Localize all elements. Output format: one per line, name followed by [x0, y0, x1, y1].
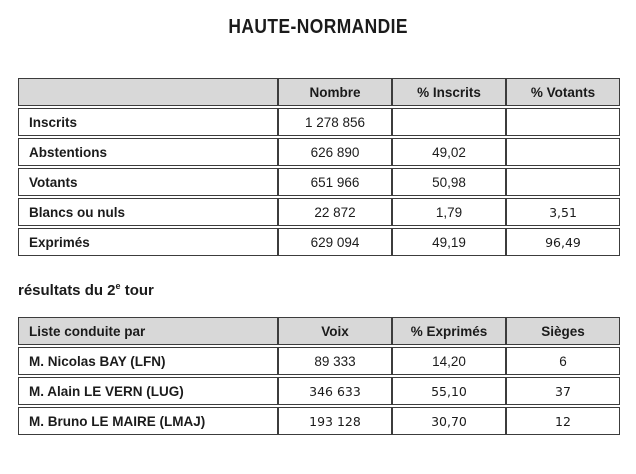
table-row-blancs-ou-nuls — [18, 198, 620, 226]
row-label: Inscrits — [18, 108, 278, 136]
cell-pct-exprimes: 14,20 — [392, 347, 506, 375]
cell-nombre: 629 094 — [278, 228, 392, 256]
row-label: Votants — [18, 168, 278, 196]
row-label-candidate: M. Bruno LE MAIRE (LMAJ) — [18, 407, 278, 435]
cell-pct-inscrits: 49,19 — [392, 228, 506, 256]
cell-pct-votants — [506, 138, 620, 166]
participation-table — [18, 76, 620, 258]
cell-nombre: 1 278 856 — [278, 108, 392, 136]
participation-header-pct-inscrits: % Inscrits — [392, 78, 506, 106]
participation-header-row — [18, 78, 620, 106]
row-label-candidate: M. Nicolas BAY (LFN) — [18, 347, 278, 375]
section-title-post: tour — [120, 282, 154, 299]
row-label: Exprimés — [18, 228, 278, 256]
table-row-exprimes — [18, 228, 620, 256]
page-title-text: HAUTE-NORMANDIE — [228, 16, 408, 38]
table-row-le-maire — [18, 407, 620, 435]
results-header-sieges: Sièges — [506, 317, 620, 345]
table-row-inscrits — [18, 108, 620, 136]
results-header-row — [18, 317, 620, 345]
cell-pct-inscrits — [392, 108, 506, 136]
table-row-abstentions — [18, 138, 620, 166]
participation-header-empty — [18, 78, 278, 106]
results-header-voix: Voix — [278, 317, 392, 345]
cell-pct-inscrits: 1,79 — [392, 198, 506, 226]
cell-voix: 89 333 — [278, 347, 392, 375]
cell-nombre: 651 966 — [278, 168, 392, 196]
cell-nombre: 626 890 — [278, 138, 392, 166]
results-table — [18, 315, 620, 437]
row-label: Blancs ou nuls — [18, 198, 278, 226]
section-title-second-round — [18, 282, 636, 299]
participation-header-pct-votants: % Votants — [506, 78, 620, 106]
cell-voix: 346 633 — [278, 377, 392, 405]
cell-voix: 193 128 — [278, 407, 392, 435]
participation-header-nombre: Nombre — [278, 78, 392, 106]
table-row-le-vern — [18, 377, 620, 405]
table-row-bay — [18, 347, 620, 375]
document-page — [0, 16, 636, 474]
row-label: Abstentions — [18, 138, 278, 166]
cell-pct-exprimes: 55,10 — [392, 377, 506, 405]
section-title-pre: résultats du 2 — [18, 282, 116, 299]
cell-sieges: 12 — [506, 407, 620, 435]
cell-sieges: 37 — [506, 377, 620, 405]
cell-pct-exprimes: 30,70 — [392, 407, 506, 435]
results-header-pct-exprimes: % Exprimés — [392, 317, 506, 345]
cell-pct-votants — [506, 168, 620, 196]
results-header-liste: Liste conduite par — [18, 317, 278, 345]
row-label-candidate: M. Alain LE VERN (LUG) — [18, 377, 278, 405]
cell-pct-votants: 96,49 — [506, 228, 620, 256]
cell-pct-votants — [506, 108, 620, 136]
table-row-votants — [18, 168, 620, 196]
cell-pct-votants: 3,51 — [506, 198, 620, 226]
cell-pct-inscrits: 49,02 — [392, 138, 506, 166]
cell-pct-inscrits: 50,98 — [392, 168, 506, 196]
page-title — [0, 16, 636, 39]
cell-sieges: 6 — [506, 347, 620, 375]
cell-nombre: 22 872 — [278, 198, 392, 226]
section-title-superscript: e — [115, 281, 121, 291]
